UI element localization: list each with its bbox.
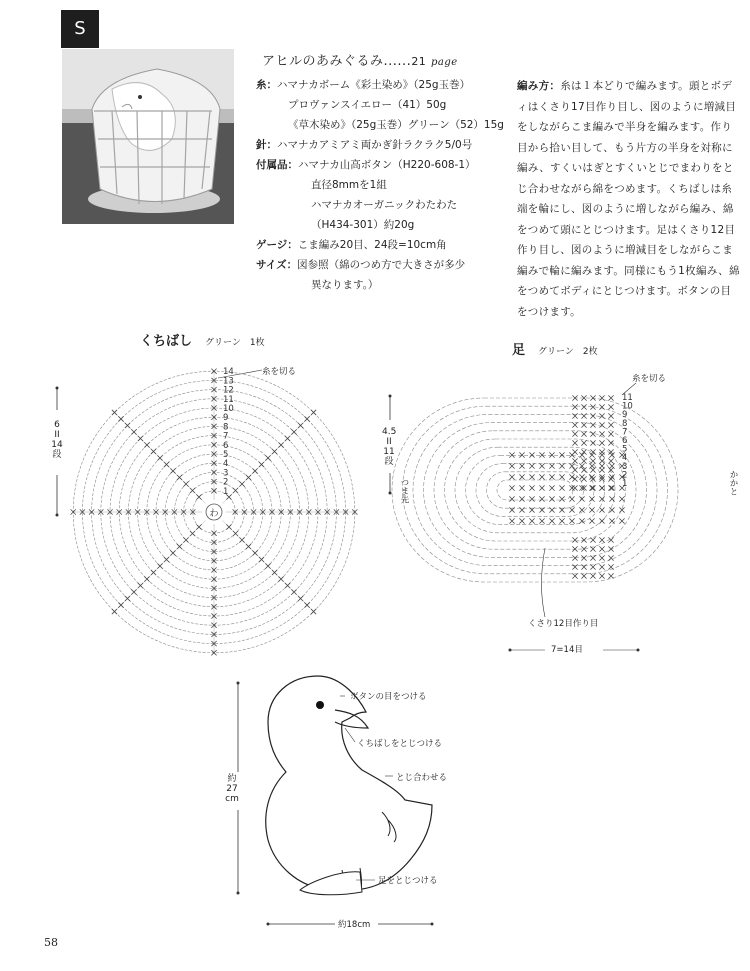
title-page-number: 21 <box>411 55 427 68</box>
duck-height-dimension <box>225 774 239 804</box>
pattern-badge: S <box>61 10 99 48</box>
duck-wing <box>382 812 396 842</box>
foot-dim-eq: II <box>386 437 392 447</box>
foot-row-number: 3 <box>622 461 628 472</box>
beak-row-number: 5 <box>223 450 229 460</box>
beak-dim-top: 6 <box>54 420 60 430</box>
beak-row-number: 1 <box>223 486 229 497</box>
foot-row-number: 10 <box>622 401 633 412</box>
spec-needle-value: ハマナカアミアミ両かぎ針ラクラク5/0号 <box>277 139 473 151</box>
page-number: 58 <box>44 936 58 949</box>
duck-height-dot-top <box>237 682 240 685</box>
title-page-word: page <box>430 57 458 68</box>
duck-foot-base <box>300 872 362 895</box>
foot-row-number: 4 <box>622 453 628 464</box>
spec-needle-label: 針： <box>256 139 277 151</box>
duck-foot-label: 足をとじつける <box>378 876 438 886</box>
foot-dim-bottom: 11 <box>383 447 395 457</box>
foot-row-number: 11 <box>622 393 633 403</box>
duck-width-dot-right <box>431 923 434 926</box>
spec-accessory-line2: 直径8mmを1組 <box>311 179 387 191</box>
beak-row-number: 14 <box>223 367 234 378</box>
beak-ring-label: わ <box>209 509 219 519</box>
spec-yarn-line2: プロヴァンスイエロー（41）50g <box>288 99 447 111</box>
spec-accessory-line1: ハマナカ山高ボタン（H220-608-1） <box>298 159 476 171</box>
duck-beak-label: くちばしをとじつける <box>357 739 443 749</box>
spec-size-line1: 図参照（綿のつめ方で大きさが多少 <box>297 259 466 271</box>
beak-dim-bottom: 14 <box>51 440 63 450</box>
spec-gauge-value: こま編み20目、24段=10cm角 <box>297 239 447 251</box>
foot-row-number: 2 <box>622 470 628 481</box>
beak-title: くちばし <box>140 334 193 349</box>
beak-row-number: 9 <box>223 413 229 424</box>
spec-yarn-line3: 《草木染め》（25g玉巻）グリーン（52）15g <box>288 119 504 131</box>
foot-row-number: 8 <box>622 418 628 429</box>
foot-row-number: 9 <box>622 410 628 421</box>
spec-accessory-label: 付属品： <box>256 159 298 171</box>
beak-row-number: 12 <box>223 385 234 396</box>
duck-width-dot-left <box>267 923 270 926</box>
duck-seam-label: とじ合わせる <box>396 773 448 783</box>
foot-toe-label: つま先 <box>399 478 409 504</box>
beak-dim-unit: 段 <box>52 450 62 460</box>
beak-row-number: 13 <box>223 376 234 387</box>
beak-row-number: 8 <box>223 422 229 433</box>
duck-height-label1: 約 <box>227 774 237 784</box>
method-text: 糸は１本どりで編みます。頭とボディはくさり17目作り目し、図のように増減目をしながらこま編みで半身を編みます。作り目から拾い目して、もう片方の半身を対称に編み、すくいはぎとすくいとじでまわりをとじ合わせながら綿をつめます。くちばしは糸端を輪にし、図のように増しながら編み、綿をつめて頭にとじつけます。足はくさり12目作り目し、図のように増減目をしながらこま編みで輪に編みます。同様にもう1枚編み、綿をつめてボディにとじつけます。ボタンの目をつけます。 <box>517 80 740 318</box>
beak-row-number: 4 <box>223 459 229 470</box>
beak-dim-eq: II <box>54 430 60 440</box>
foot-dim-unit: 段 <box>384 457 394 467</box>
duck-eye-label: ボタンの目をつける <box>350 692 427 702</box>
foot-title: 足 <box>512 343 526 358</box>
spec-accessory-line4: （H434-301）約20g <box>311 219 415 231</box>
beak-row-number: 3 <box>223 468 229 479</box>
foot-dim-top: 4.5 <box>382 427 397 437</box>
method-label: 編み方： <box>517 80 561 92</box>
foot-chain-label: くさり12目作り目 <box>528 619 599 629</box>
foot-row-number: 6 <box>622 436 628 446</box>
duck-height-label2: 27 <box>226 784 238 794</box>
beak-row-number: 7 <box>223 431 229 442</box>
title-main: アヒルのあみぐるみ <box>262 54 384 69</box>
duck-body-outline <box>266 676 432 890</box>
spec-yarn-line1: ハマナカボーム《彩土染め》（25g玉巻） <box>277 79 471 91</box>
duck-height-dot-bottom <box>237 892 240 895</box>
beak-row-number: 10 <box>223 404 234 414</box>
duck-width-label: 約18cm <box>338 920 371 930</box>
foot-heel-label: かかと <box>728 470 738 496</box>
duck-beak-leader <box>345 728 355 742</box>
beak-cut-label: 糸を切る <box>262 367 297 377</box>
duck-eye <box>316 701 324 709</box>
beak-row-number: 6 <box>223 440 229 451</box>
foot-subtitle: グリーン 2枚 <box>538 347 598 357</box>
foot-row-number: 5 <box>622 444 628 455</box>
spec-size-label: サイズ： <box>256 259 298 271</box>
foot-row-number: 1 <box>622 479 628 489</box>
spec-yarn-label: 糸： <box>256 79 277 91</box>
title-dots: ...... <box>383 54 412 69</box>
beak-row-number: 11 <box>223 394 234 405</box>
spec-size-line2: 異なります。） <box>311 279 379 291</box>
foot-width-label: 7=14目 <box>551 645 583 655</box>
spec-accessory-line3: ハマナカオーガニックわたわた <box>311 199 458 211</box>
beak-row-number: 2 <box>223 477 229 488</box>
foot-cut-label: 糸を切る <box>632 374 667 384</box>
foot-row-number: 7 <box>622 427 628 438</box>
duck-height-label3: cm <box>225 794 239 804</box>
spec-gauge-label: ゲージ： <box>256 239 298 251</box>
beak-subtitle: グリーン 1枚 <box>205 338 265 348</box>
